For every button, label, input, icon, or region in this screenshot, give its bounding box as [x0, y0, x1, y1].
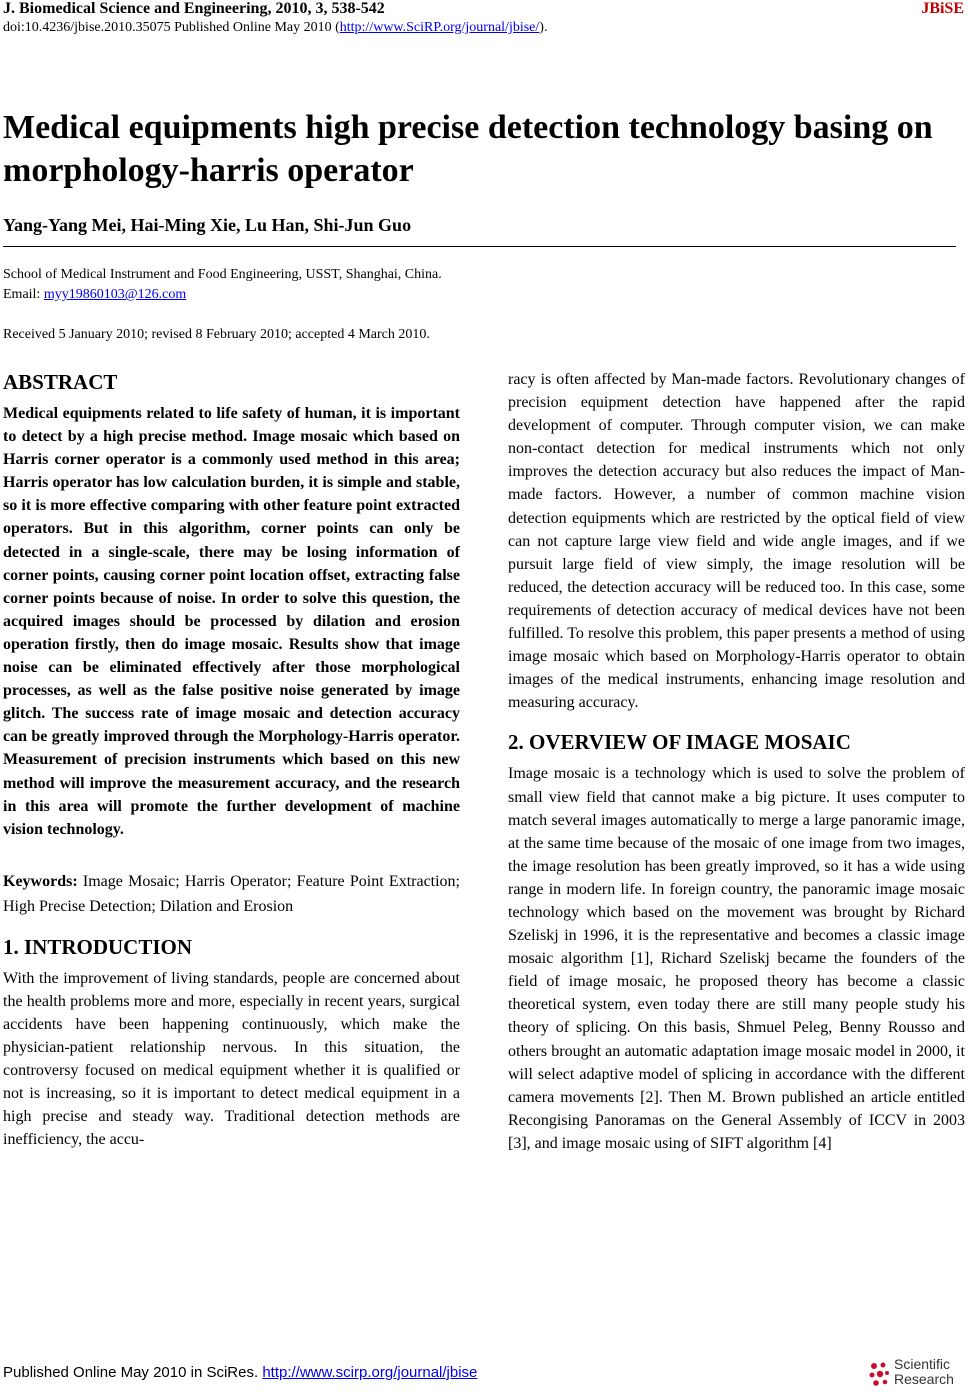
email-link[interactable]: myy19860103@126.com: [43, 287, 187, 302]
received-dates: Received 5 January 2010; revised 8 February 2010; accepted 4 March 2010.: [3, 327, 430, 342]
publisher-logo: [868, 1356, 966, 1392]
affiliation-block: [3, 265, 442, 305]
header-divider: [3, 246, 956, 247]
email-line: [3, 285, 442, 305]
keywords: [3, 869, 460, 919]
introduction-text: With the improvement of living standards, people are concerned about the health problems more and more, especially in recent years, surgical accidents have been happening continuously, which make the physician-patient relationship nervous. In this situation, the controversy focused on medical equipment whether it is qualified or not is increasing, so it is important to detect medical equipment in a high precise and steady way. Traditional detection methods are inefficiency, the accu-: [3, 969, 460, 1149]
footer-published: [3, 1364, 477, 1381]
doi-suffix: ).: [539, 20, 548, 35]
journal-abbreviation: JBiSE: [921, 0, 964, 17]
right-column: [508, 368, 965, 1155]
journal-citation: J. Biomedical Science and Engineering, 2010, 3, 538-542: [3, 0, 385, 17]
keywords-text: Image Mosaic; Harris Operator; Feature Point Extraction; High Precise Detection; Dilation and Erosion: [3, 872, 461, 915]
introduction-text-continued: racy is often affected by Man-made factors. Revolutionary changes of precision equipment detection have happened after the rapid development of computer. Through computer vision, we can make non-contact detection for medical instruments which not only improves the detection accuracy but also reduces the impact of Man-made factors. However, a number of common machine vision detection equipments which are restricted by the optical field of view can not capture large view field and wide angle images, and if we pursuit large field of view simply, the image resolution will be reduced, the detection accuracy will be reduced too. In this case, some requirements of detection accuracy of medical devices have not been fulfilled. To resolve this problem, this paper presents a method of using image mosaic which based on Morphology-Harris operator to obtain images of the medical instruments, enhancing image resolution and measuring accuracy.: [508, 371, 965, 712]
doi-text: doi:10.4236/jbise.2010.35075 Published Online May 2010 (: [3, 20, 340, 35]
logo-line-2: Research: [894, 1371, 954, 1387]
abstract-heading: ABSTRACT: [3, 370, 118, 394]
author-list: Yang-Yang Mei, Hai-Ming Xie, Lu Han, Shi-Jun Guo: [3, 215, 412, 235]
logo-wordmark: [894, 1357, 954, 1387]
affiliation: School of Medical Instrument and Food Engineering, USST, Shanghai, China.: [3, 267, 442, 282]
footer-text: Published Online May 2010 in SciRes.: [3, 1364, 263, 1381]
abstract-text: Medical equipments related to life safety of human, it is important to detect by a high precise method. Image mosaic which based on Harris corner operator is a commonly used method in this area; Harris operator has low calculation burden, it is simple and stable, so it is more effective comparing with other feature point extracted operators. But in this algorithm, corner points can only be detected in a single-scale, there may be losing information of corner points, causing corner point location offset, extracting false corner points because of noise. In order to solve this question, the acquired images should be processed by dilation and erosion operation firstly, then do image mosaic. Results show that image noise can be eliminated effectively after those morphological processes, as well as the false positive noise generated by image glitch. The success rate of image mosaic and detection accuracy can be greatly improved through the Morphology-Harris operator. Measurement of precision instruments which based on this new method will improve the measurement accuracy, and the research in this area will promote the further development of machine vision technology.: [3, 405, 460, 838]
email-label: Email:: [3, 287, 44, 302]
introduction-heading: 1. INTRODUCTION: [3, 934, 193, 959]
overview-heading: 2. OVERVIEW OF IMAGE MOSAIC: [508, 730, 851, 755]
overview-text: Image mosaic is a technology which is used to solve the problem of small view field that cannot make a big picture. It uses computer to match several images automatically to merge a large panoramic image, at the same time because of the mosaic of one image from two images, the image resolution has been greatly improved, so it has a wide using range in modern life. In foreign country, the panoramic image mosaic technology which based on the movement was brought by Richard Szeliskj in 1996, it is the representative and becomes a classic image mosaic algorithm [1], Richard Szeliskj became the founders of the field of image mosaic, he proposed theory has become a classic theoretical system, even today there are still many people study his theory of splicing. On this basis, Shmuel Peleg, Benny Rousso and others brought an automatic adaptation image mosaic model in 2000, it will select adaptive model of splicing in accordance with the different camera movements [2]. Then M. Brown published an article entitled Recongising Panoramas on the General Assembly of ICCV in 2003 [3], and image mosaic using of SIFT algorithm [4]: [508, 765, 965, 1152]
logo-line-1: Scientific: [894, 1356, 951, 1372]
scientific-research-logo-icon: [868, 1360, 890, 1388]
journal-url-link[interactable]: http://www.SciRP.org/journal/jbise/: [339, 20, 540, 35]
doi-line: [3, 20, 547, 36]
keywords-label: Keywords:: [3, 872, 78, 890]
left-column: [3, 368, 460, 1152]
footer-journal-link[interactable]: http://www.scirp.org/journal/jbise: [262, 1364, 478, 1381]
paper-title: Medical equipments high precise detection technology basing on morphology-harris operator: [3, 109, 933, 189]
